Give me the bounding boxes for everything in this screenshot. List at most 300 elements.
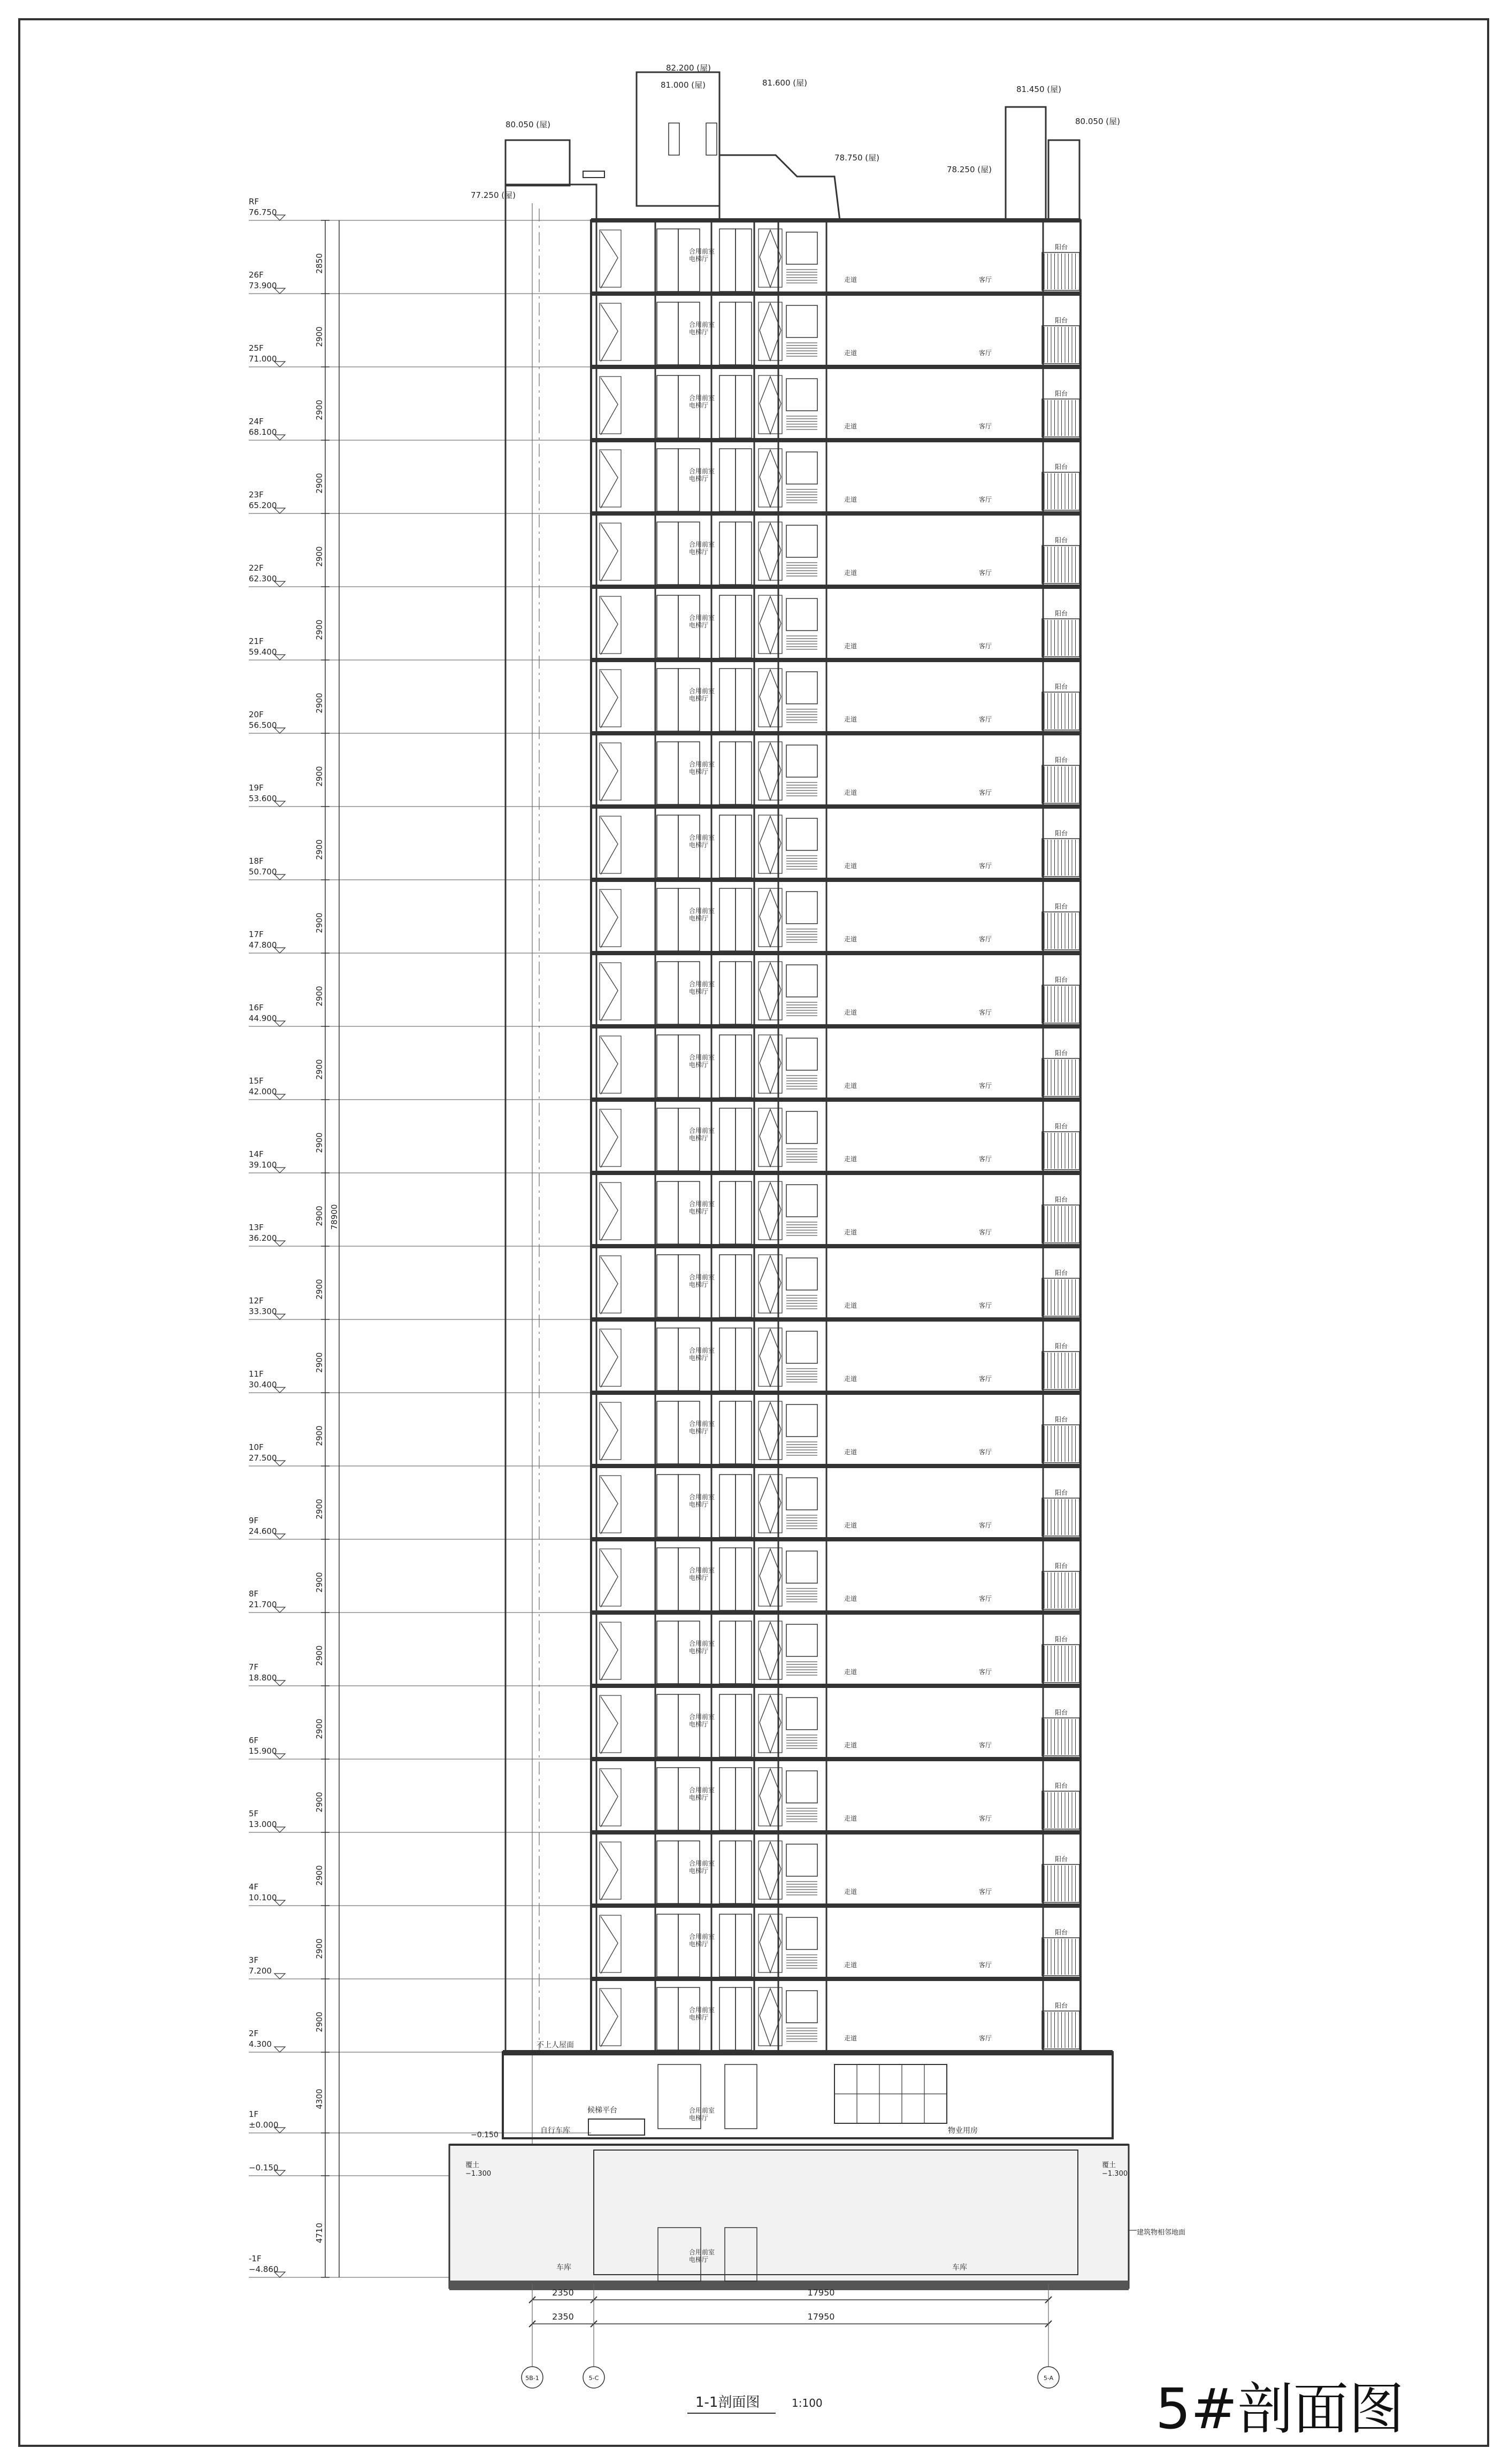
level-elevation: 53.600 xyxy=(249,794,277,803)
base-slab xyxy=(449,2281,1129,2290)
window xyxy=(786,1478,817,1510)
label-living: 客厅 xyxy=(979,1229,992,1236)
label-living: 客厅 xyxy=(979,1155,992,1163)
label-lobby: 电梯厅 xyxy=(689,2256,709,2263)
stair-window xyxy=(601,817,618,874)
door-leaf xyxy=(736,742,752,804)
level-name: RF xyxy=(249,197,259,206)
sheet-title: 5#剖面图 xyxy=(1155,2376,1405,2442)
level-elevation: 24.600 xyxy=(249,1526,277,1536)
floor-slab xyxy=(591,1903,1081,1908)
door-leaf xyxy=(736,1181,752,1244)
stair-window-frame xyxy=(600,816,621,873)
door-leaf xyxy=(719,1255,736,1317)
level-name: 19F xyxy=(249,783,264,793)
louver xyxy=(669,123,679,155)
label-corridor: 走道 xyxy=(844,276,857,283)
dim-value: 2900 xyxy=(315,912,324,933)
dim-value: 2900 xyxy=(315,1572,324,1593)
label-lobby: 电梯厅 xyxy=(689,1208,709,1215)
level-name: -1F xyxy=(249,2254,262,2263)
label-entrance: 不上人屋面 xyxy=(537,2041,574,2050)
label-corridor: 走道 xyxy=(844,1668,857,1676)
level-marker xyxy=(274,1974,285,1979)
dim-value: 2350 xyxy=(552,2288,574,2298)
stair-window-frame xyxy=(600,1989,621,2046)
door-leaf xyxy=(719,1768,736,1830)
door-leaf xyxy=(657,1328,678,1391)
dim-value: 2900 xyxy=(315,400,324,420)
door-leaf xyxy=(657,1987,678,2050)
label-lobby: 合用前室 xyxy=(689,2006,715,2014)
window xyxy=(786,232,817,264)
roof-mark: 81.450 (屋) xyxy=(1016,85,1061,94)
label-balcony: 阳台 xyxy=(1055,1709,1068,1716)
door-leaf xyxy=(657,1255,678,1317)
label-balcony: 阳台 xyxy=(1055,1929,1068,1936)
label-lobby: 合用前室 xyxy=(689,541,715,548)
label-lobby: 合用前室 xyxy=(689,394,715,402)
window xyxy=(786,818,817,850)
label-garage: 车库 xyxy=(556,2263,571,2272)
label-lobby: 合用前室 xyxy=(689,980,715,988)
coping xyxy=(583,171,604,178)
dim-value: 2900 xyxy=(315,1352,324,1373)
label-corridor: 走道 xyxy=(844,349,857,357)
label-lobby: 电梯厅 xyxy=(689,1574,709,1582)
level-name: 3F xyxy=(249,1955,259,1965)
door-leaf xyxy=(657,1768,678,1830)
label-lobby: 电梯厅 xyxy=(689,1867,709,1875)
stair-window-frame xyxy=(600,1329,621,1386)
stair-window-frame xyxy=(600,377,621,434)
label-lobby: 电梯厅 xyxy=(689,1134,709,1142)
parapet-right xyxy=(1048,140,1079,220)
floor-slab xyxy=(591,658,1081,662)
label-living: 客厅 xyxy=(979,1815,992,1822)
level-elevation: 47.800 xyxy=(249,940,277,950)
label-living: 客厅 xyxy=(979,423,992,430)
level-name: 7F xyxy=(249,1662,259,1672)
window xyxy=(786,892,817,924)
label-living: 客厅 xyxy=(979,789,992,796)
door-leaf xyxy=(657,669,678,731)
stair-window-frame xyxy=(600,1842,621,1899)
window xyxy=(786,452,817,484)
door-leaf xyxy=(736,522,752,585)
level-elevation: −4.860 xyxy=(249,2265,279,2274)
axis-label: 5-C xyxy=(588,2375,599,2382)
stair-window xyxy=(601,1257,618,1314)
label-lobby: 电梯厅 xyxy=(689,1281,709,1288)
label-living: 客厅 xyxy=(979,1888,992,1895)
door-leaf xyxy=(657,375,678,438)
window xyxy=(786,379,817,411)
label-living: 客厅 xyxy=(979,1668,992,1676)
label-balcony: 阳台 xyxy=(1055,1049,1068,1057)
axis-label: 5B-1 xyxy=(525,2375,539,2382)
window xyxy=(786,525,817,557)
parapet-left xyxy=(505,140,570,186)
label-platform: 候梯平台 xyxy=(587,2106,617,2115)
stair-window-frame xyxy=(600,1109,621,1166)
tower-outline xyxy=(591,220,1081,2052)
door-leaf xyxy=(736,1621,752,1684)
label-corridor: 走道 xyxy=(844,1815,857,1822)
level-elevation: 56.500 xyxy=(249,720,277,730)
shaft-outline xyxy=(505,185,596,2052)
label-bike: 自行车库 xyxy=(540,2127,570,2135)
label-lobby: 合用前室 xyxy=(689,1860,715,1867)
label-living: 客厅 xyxy=(979,2035,992,2042)
stair-window xyxy=(601,891,618,948)
roof-mark: 78.250 (屋) xyxy=(947,165,992,174)
level-name: 1F xyxy=(249,2109,259,2119)
window xyxy=(786,1771,817,1803)
stair-window xyxy=(601,964,618,1021)
label-balcony: 阳台 xyxy=(1055,1196,1068,1203)
door-leaf xyxy=(657,1035,678,1097)
roof-mark: 77.250 (屋) xyxy=(471,190,516,200)
door-leaf xyxy=(736,229,752,291)
door-leaf xyxy=(736,815,752,878)
level-elevation: 30.400 xyxy=(249,1380,277,1390)
label-living: 客厅 xyxy=(979,1082,992,1089)
roof-mark: 81.600 (屋) xyxy=(762,78,807,88)
level-name: 21F xyxy=(249,636,264,646)
door-leaf xyxy=(719,1548,736,1610)
door-leaf xyxy=(719,1035,736,1097)
label-balcony: 阳台 xyxy=(1055,1636,1068,1643)
label-lobby: 电梯厅 xyxy=(689,695,709,702)
door-leaf xyxy=(657,1401,678,1464)
level-elevation: 68.100 xyxy=(249,427,277,437)
label-lobby: 电梯厅 xyxy=(689,328,709,336)
level-name: 24F xyxy=(249,417,264,426)
label-corridor: 走道 xyxy=(844,1522,857,1529)
door-leaf xyxy=(736,302,752,365)
dim-value: 2900 xyxy=(315,986,324,1007)
label-lobby: 电梯厅 xyxy=(689,915,709,922)
level-elevation: 36.200 xyxy=(249,1233,277,1243)
label-corridor: 走道 xyxy=(844,789,857,796)
label-lobby: 电梯厅 xyxy=(689,1501,709,1508)
dim-value: 2900 xyxy=(315,2012,324,2032)
label-lobby: 电梯厅 xyxy=(689,621,709,629)
level-name: 26F xyxy=(249,270,264,280)
window xyxy=(786,1624,817,1656)
label-lobby: 电梯厅 xyxy=(689,402,709,409)
window xyxy=(786,1111,817,1143)
label-balcony: 阳台 xyxy=(1055,1123,1068,1130)
floor-slab xyxy=(591,1610,1081,1615)
window xyxy=(786,1551,817,1583)
podium-slab xyxy=(503,2050,1113,2055)
door-leaf xyxy=(719,449,736,511)
label-lobby: 电梯厅 xyxy=(689,841,709,849)
label-corridor: 走道 xyxy=(844,1302,857,1309)
stair-window-frame xyxy=(600,743,621,800)
label-lobby: 电梯厅 xyxy=(689,768,709,776)
level-elevation: 21.700 xyxy=(249,1600,277,1609)
window xyxy=(786,1698,817,1730)
stair-window xyxy=(601,1770,618,1827)
dim-value: 2900 xyxy=(315,693,324,713)
level-elevation: 33.300 xyxy=(249,1307,277,1316)
window xyxy=(786,1038,817,1070)
window xyxy=(786,965,817,997)
door-leaf xyxy=(719,1694,736,1757)
door-leaf xyxy=(719,229,736,291)
level-name: 10F xyxy=(249,1442,264,1452)
stair-window-frame xyxy=(600,1476,621,1533)
stair-window-frame xyxy=(600,596,621,654)
label-balcony: 阳台 xyxy=(1055,756,1068,764)
level-elevation: 15.900 xyxy=(249,1746,277,1756)
label-balcony: 阳台 xyxy=(1055,903,1068,910)
label-corridor: 走道 xyxy=(844,1155,857,1163)
dim-value: 2900 xyxy=(315,619,324,640)
label-lobby: 合用前室 xyxy=(689,467,715,475)
level-name: 12F xyxy=(249,1296,264,1306)
level-elevation: 42.000 xyxy=(249,1087,277,1096)
label-soil: 覆土 xyxy=(465,2161,480,2169)
label-lobby: 合用前室 xyxy=(689,1200,715,1208)
door-leaf xyxy=(736,1987,752,2050)
label-balcony: 阳台 xyxy=(1055,976,1068,984)
label-corridor: 走道 xyxy=(844,1595,857,1602)
axis-label: 5-A xyxy=(1043,2375,1054,2382)
label-lobby: 合用前室 xyxy=(689,1420,715,1427)
label-lobby: 合用前室 xyxy=(689,1273,715,1281)
stair-window xyxy=(601,1330,618,1387)
door-leaf xyxy=(657,229,678,291)
dim-value: 2900 xyxy=(315,326,324,347)
door-leaf xyxy=(657,1914,678,1977)
floor-slab xyxy=(591,438,1081,442)
level-name: 23F xyxy=(249,490,264,500)
door-leaf xyxy=(736,1914,752,1977)
dim-value: 2900 xyxy=(315,546,324,567)
level-elevation: ±0.000 xyxy=(249,2120,279,2130)
door-leaf xyxy=(736,888,752,951)
floor-slab xyxy=(591,1464,1081,1468)
level-elevation: 4.300 xyxy=(249,2039,272,2049)
stair-window xyxy=(601,1110,618,1168)
door-leaf xyxy=(719,595,736,658)
label-balcony: 阳台 xyxy=(1055,830,1068,837)
section-title: 1-1剖面图 xyxy=(695,2394,760,2411)
dim-value: 4300 xyxy=(315,2089,324,2109)
door-leaf xyxy=(657,1841,678,1903)
level-elevation: 62.300 xyxy=(249,574,277,584)
door-leaf xyxy=(719,1108,736,1171)
label-living: 客厅 xyxy=(979,569,992,577)
floor-slab xyxy=(591,1757,1081,1761)
label-lobby: 合用前室 xyxy=(689,1933,715,1940)
label-living: 客厅 xyxy=(979,1302,992,1309)
level-marker xyxy=(274,2047,285,2052)
door-leaf xyxy=(736,1108,752,1171)
level-elevation: −0.150 xyxy=(249,2163,279,2173)
label-store: 物业用房 xyxy=(948,2127,978,2135)
stair-window xyxy=(601,1550,618,1607)
level-name: 18F xyxy=(249,856,264,866)
basement-outline xyxy=(449,2145,1129,2288)
window xyxy=(786,1404,817,1437)
stair-window-frame xyxy=(600,1256,621,1313)
label-lobby: 合用前室 xyxy=(689,1347,715,1354)
door-leaf xyxy=(719,1475,736,1537)
label-ground-elev: −0.150 xyxy=(471,2131,499,2139)
level-name: 4F xyxy=(249,1882,259,1892)
level-elevation: 39.100 xyxy=(249,1160,277,1170)
dim-value: 2900 xyxy=(315,766,324,787)
stair-window-frame xyxy=(600,523,621,580)
dim-value: 2900 xyxy=(315,1206,324,1226)
stair-window-frame xyxy=(600,1915,621,1972)
door-leaf xyxy=(736,1548,752,1610)
door-leaf xyxy=(719,1401,736,1464)
dim-value: 4710 xyxy=(315,2222,324,2244)
stair-window-frame xyxy=(600,230,621,287)
label-corridor: 走道 xyxy=(844,1448,857,1456)
label-living: 客厅 xyxy=(979,1522,992,1529)
door-leaf xyxy=(657,888,678,951)
door-leaf xyxy=(736,1694,752,1757)
floor-slab xyxy=(591,1977,1081,1981)
window xyxy=(786,305,817,337)
stair-window xyxy=(601,1623,618,1680)
level-elevation: 65.200 xyxy=(249,501,277,510)
dim-value: 2850 xyxy=(315,253,324,274)
door-leaf xyxy=(657,1548,678,1610)
label-balcony: 阳台 xyxy=(1055,610,1068,617)
label-lobby: 合用前室 xyxy=(689,834,715,841)
label-balcony: 阳台 xyxy=(1055,2002,1068,2009)
label-living: 客厅 xyxy=(979,935,992,943)
floor-slab xyxy=(591,1171,1081,1175)
door-leaf xyxy=(657,522,678,585)
stair-window-frame xyxy=(600,450,621,507)
label-living: 客厅 xyxy=(979,1595,992,1602)
door-leaf xyxy=(657,962,678,1024)
window xyxy=(786,598,817,631)
door-leaf xyxy=(657,1108,678,1171)
dim-value: 2900 xyxy=(315,1132,324,1153)
label-note: 建筑物相邻地面 xyxy=(1137,2229,1186,2237)
stair-window xyxy=(601,378,618,435)
louver xyxy=(706,123,717,155)
floor-slab xyxy=(591,365,1081,369)
dim-value: 2900 xyxy=(315,1059,324,1080)
stair-window xyxy=(601,1916,618,1974)
label-lobby: 合用前室 xyxy=(689,1567,715,1574)
label-balcony: 阳台 xyxy=(1055,463,1068,471)
door-leaf xyxy=(719,1987,736,2050)
label-lobby: 电梯厅 xyxy=(689,475,709,482)
stair-window xyxy=(601,524,618,581)
dim-value: 2900 xyxy=(315,839,324,860)
label-living: 客厅 xyxy=(979,496,992,503)
door-leaf xyxy=(657,1621,678,1684)
level-elevation: 13.000 xyxy=(249,1820,277,1829)
dim-value: 2900 xyxy=(315,1279,324,1300)
door-leaf xyxy=(657,302,678,365)
roof-mark: 80.050 (屋) xyxy=(505,120,550,129)
label-lobby: 合用前室 xyxy=(689,1786,715,1794)
label-living: 客厅 xyxy=(979,862,992,870)
stair-window xyxy=(601,744,618,801)
window xyxy=(786,1185,817,1217)
label-lobby: 电梯厅 xyxy=(689,1061,709,1069)
stair-window-frame xyxy=(600,670,621,727)
label-lobby: 合用前室 xyxy=(689,248,715,255)
roof-mark: 81.000 (屋) xyxy=(661,80,706,90)
label-balcony: 阳台 xyxy=(1055,536,1068,544)
label-garage: 车库 xyxy=(952,2263,967,2272)
stair-window xyxy=(601,1843,618,1900)
platform-step xyxy=(588,2119,645,2135)
label-living: 客厅 xyxy=(979,276,992,283)
label-living: 客厅 xyxy=(979,349,992,357)
label-corridor: 走道 xyxy=(844,423,857,430)
label-lobby: 电梯厅 xyxy=(689,1794,709,1801)
label-living: 客厅 xyxy=(979,1009,992,1016)
label-lobby: 合用前室 xyxy=(689,321,715,328)
label-balcony: 阳台 xyxy=(1055,1416,1068,1423)
door-leaf xyxy=(719,1181,736,1244)
roof-mark: 78.750 (屋) xyxy=(834,153,879,163)
stair-window xyxy=(601,1184,618,1241)
label-balcony: 阳台 xyxy=(1055,683,1068,690)
window xyxy=(786,1844,817,1876)
dim-value: 2900 xyxy=(315,1792,324,1813)
label-living: 客厅 xyxy=(979,1375,992,1383)
dim-value: 2900 xyxy=(315,1865,324,1886)
label-corridor: 走道 xyxy=(844,1888,857,1895)
level-name: 2F xyxy=(249,2029,259,2038)
level-name: 8F xyxy=(249,1589,259,1599)
stair-window-frame xyxy=(600,1036,621,1093)
door-leaf xyxy=(657,1181,678,1244)
dim-value: 17950 xyxy=(807,2312,835,2322)
stair-window xyxy=(601,597,618,655)
door-leaf xyxy=(719,815,736,878)
label-lobby: 合用前室 xyxy=(689,761,715,768)
level-name: 9F xyxy=(249,1516,259,1525)
total-height-dim: 78900 xyxy=(330,1204,339,1230)
dim-value: 2900 xyxy=(315,1425,324,1446)
label-living: 客厅 xyxy=(979,642,992,650)
label-balcony: 阳台 xyxy=(1055,1855,1068,1863)
floor-slab xyxy=(591,1391,1081,1395)
label-corridor: 走道 xyxy=(844,1375,857,1383)
door-leaf xyxy=(719,888,736,951)
label-corridor: 走道 xyxy=(844,1741,857,1749)
floor-slab xyxy=(591,1830,1081,1834)
dim-value: 17950 xyxy=(807,2288,835,2298)
dim-value: 2900 xyxy=(315,1645,324,1666)
label-corridor: 走道 xyxy=(844,1082,857,1089)
door-leaf xyxy=(736,1255,752,1317)
level-elevation: 7.200 xyxy=(249,1966,272,1976)
door-leaf xyxy=(736,962,752,1024)
level-name: 15F xyxy=(249,1076,264,1086)
floor-slab xyxy=(591,1684,1081,1688)
stair-window xyxy=(601,1990,618,2047)
label-lobby: 合用前室 xyxy=(689,1640,715,1647)
